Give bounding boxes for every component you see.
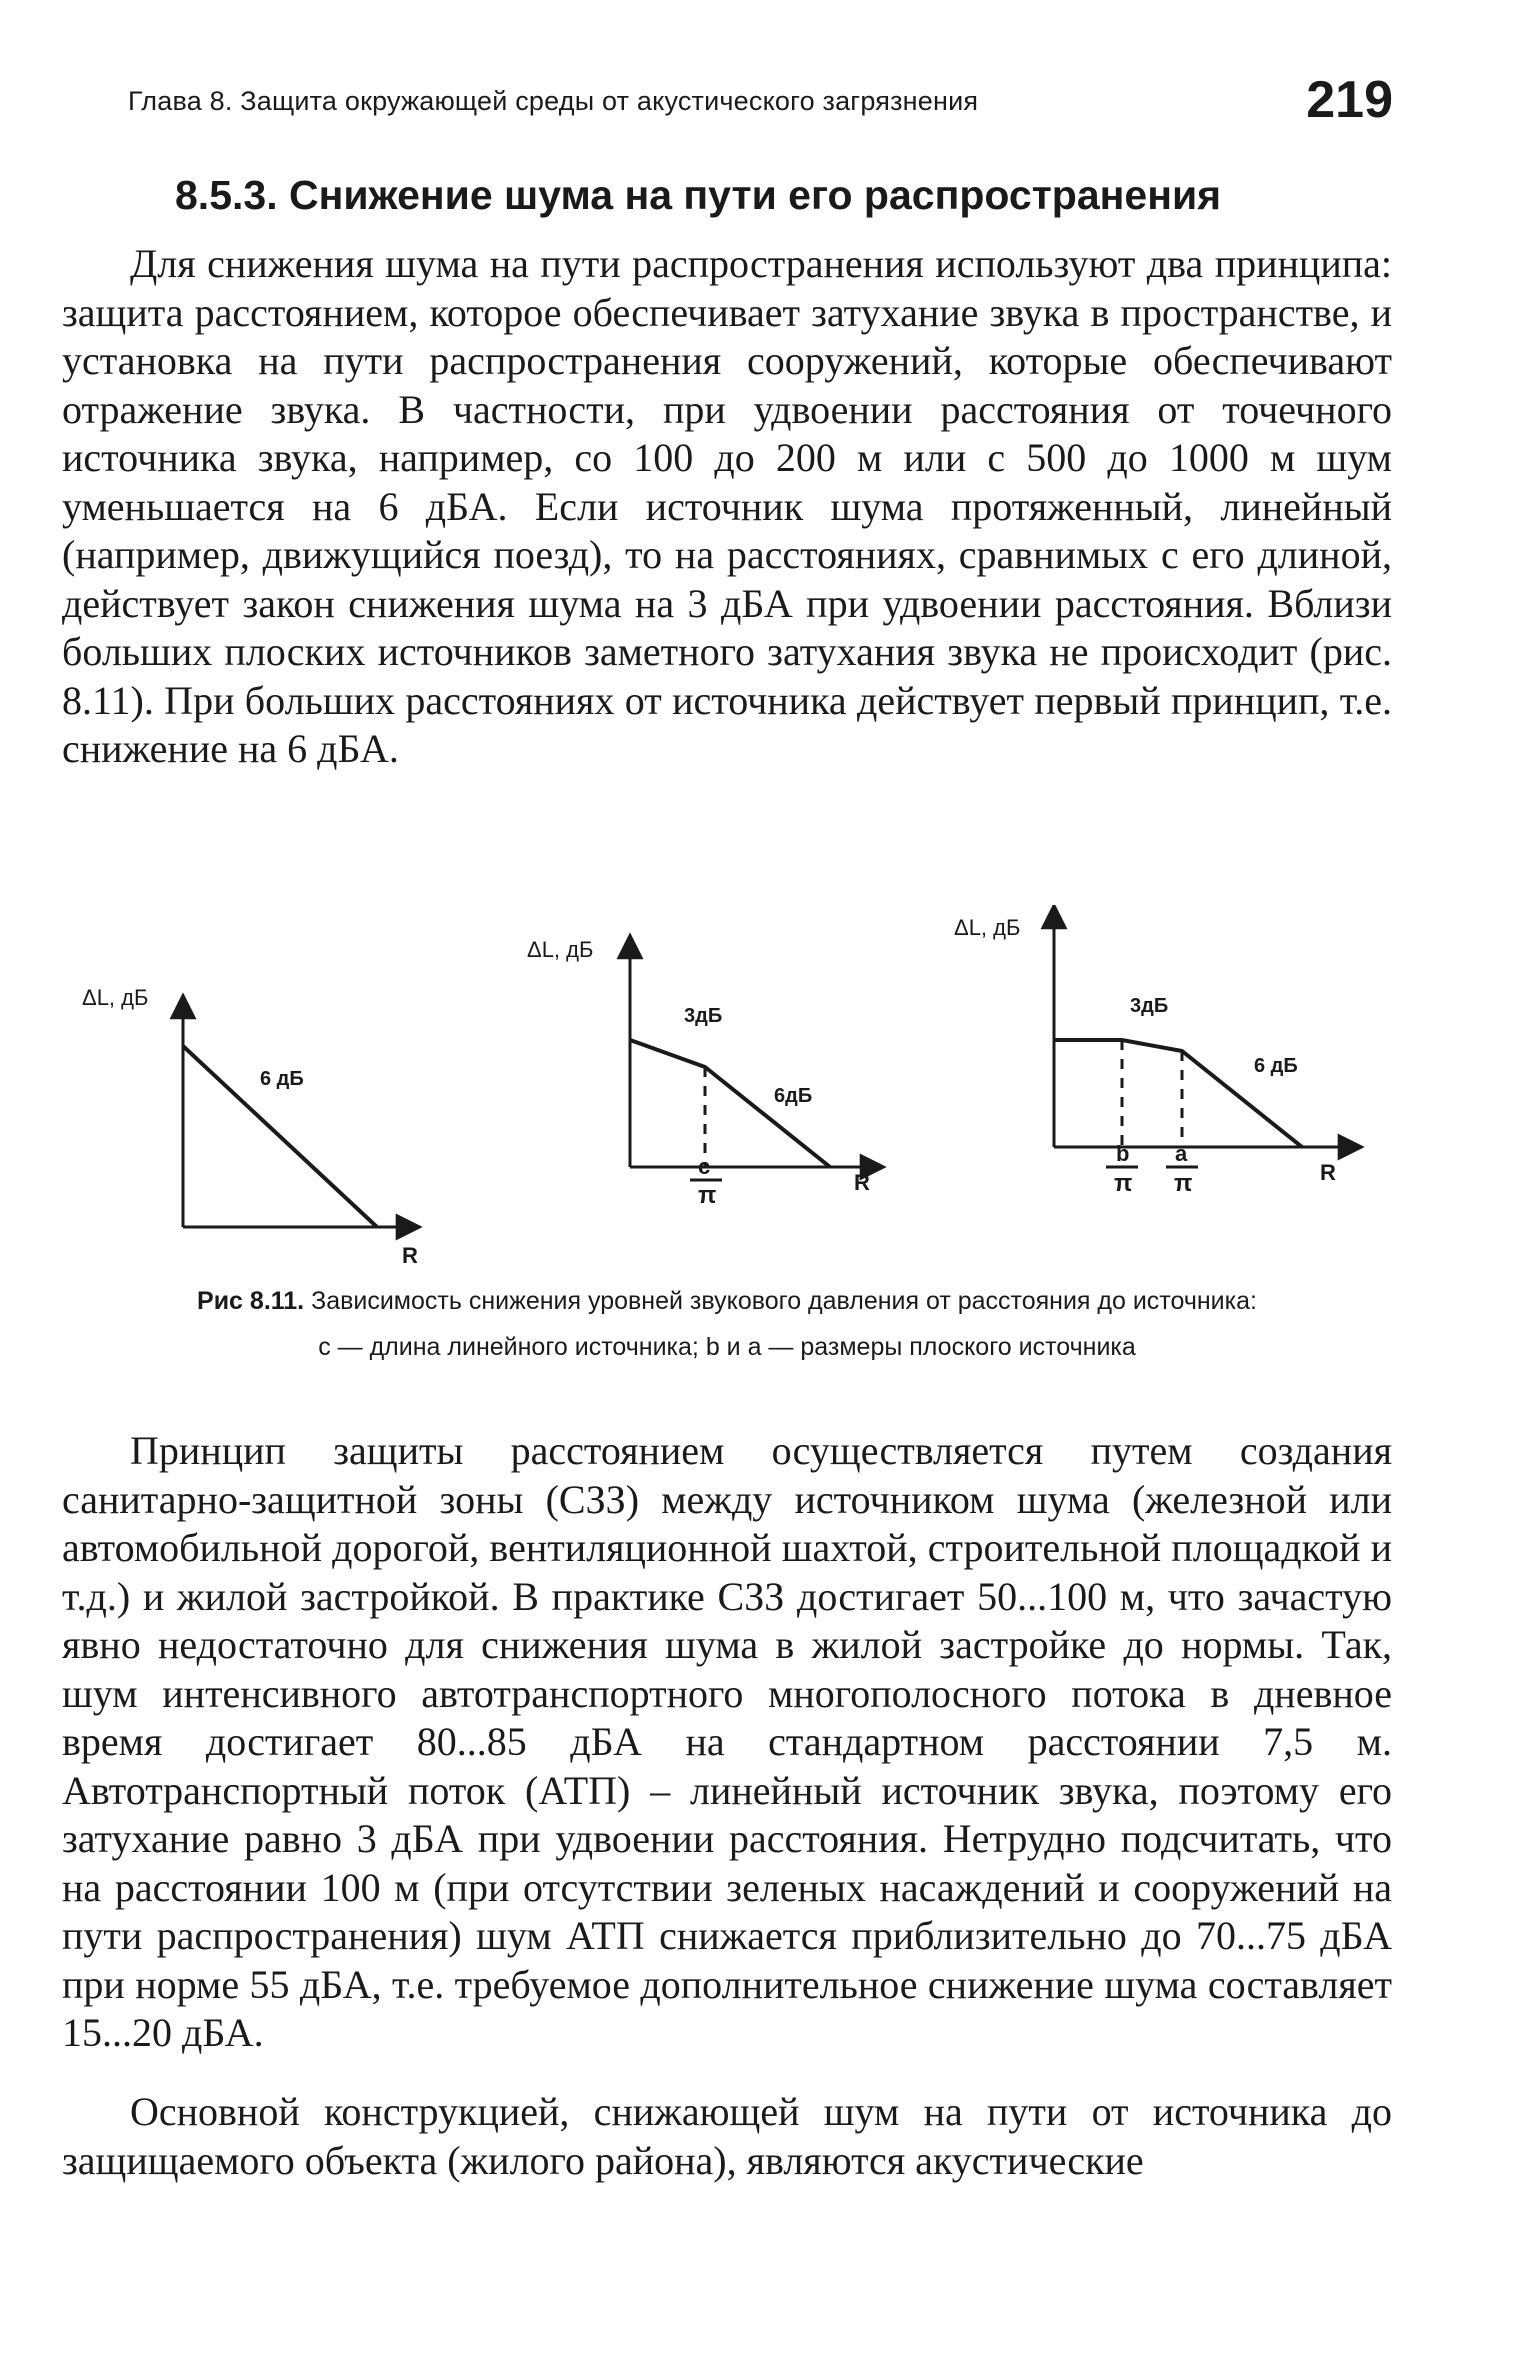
panel-3-x-label: R (1320, 1160, 1336, 1185)
panel-2-graph (527, 935, 884, 1209)
running-title: Глава 8. Защита окружающей среды от акустического загрязнения (128, 86, 979, 116)
panel-3-y-label: ΔL, дБ (954, 915, 1021, 940)
panel-3-break-1-num: b (1116, 1141, 1130, 1166)
panel-3-slope-2-label: 6 дБ (1254, 1055, 1298, 1077)
figure-caption-legend: c — длина линейного источника; b и a — размеры плоского источника (318, 1333, 1136, 1361)
paragraph-1-text: Для снижения шума на пути распространения используют два принципа: защита расстоянием, которое обеспечивает затухание звука в пространстве, и установка на пути распространения сооружений, которые обеспечивают отражение звука. В частности, при удвоении расстояния от точечного источника звука, например, со 100 до 200 м или с 500 до 1000 м шум уменьшается на 6 дБА. Если источник шума протяженный, линейный (например, движущийся поезд), то на расстояниях, сравнимых с его длиной, действует закон снижения шума на 3 дБА при удвоении расстояния. Вблизи больших плоских источников заметного затухания звука не происходит (рис. 8.11). При больших расстояниях от источника действует первый принцип, т.е. снижение на 6 дБА. (62, 241, 1392, 771)
figure-caption-title: Зависимость снижения уровней звукового давления от расстояния до источника: (311, 1287, 1257, 1315)
panel-3-break-2-num: a (1175, 1141, 1188, 1166)
panel-2-break-mark-den: π (698, 1182, 717, 1209)
panel-3-slope-1-label: 3дБ (1130, 995, 1169, 1017)
panel-1-slope-label: 6 дБ (260, 1068, 304, 1090)
page-number: 219 (1306, 71, 1393, 129)
panel-3-graph (954, 905, 1362, 1197)
panel-3-break-1-den: π (1114, 1170, 1133, 1197)
panel-2-break-mark-num: c (698, 1154, 711, 1179)
running-head (128, 71, 1393, 136)
paragraph-1 (62, 240, 1392, 774)
figure-8-11-drawing (62, 905, 1392, 1290)
figure-8-11 (62, 905, 1392, 1290)
figure-caption-number: Рис 8.11. (197, 1287, 305, 1315)
panel-1-y-label: ΔL, дБ (82, 985, 149, 1010)
panel-1-x-label: R (402, 1243, 418, 1268)
paragraph-2 (62, 1427, 1392, 2058)
section-heading: 8.5.3. Снижение шума на пути его распространения (175, 172, 1222, 218)
paragraph-3-text: Основной конструкцией, снижающей шум на пути от источника до защищаемого объекта (жилого района), являются акустические (62, 2089, 1392, 2183)
panel-3-break-2-den: π (1174, 1170, 1193, 1197)
figure-caption (62, 1287, 1392, 1316)
panel-2-y-label: ΔL, дБ (527, 937, 594, 962)
paragraph-3 (62, 2088, 1392, 2185)
panel-2-slope-1-label: 3дБ (684, 1005, 723, 1027)
panel-2-x-label: R (854, 1170, 870, 1195)
paragraph-2-text: Принцип защиты расстоянием осуществляется путем создания санитарно-защитной зоны (СЗЗ) между источником шума (железной или автомобильной дорогой, вентиляционной шахтой, строительной площадкой и т.д.) и жилой застройкой. В практике СЗЗ достигает 50...100 м, что зачастую явно недостаточно для снижения шума в жилой застройке до нормы. Так, шум интенсивного автотранспортного многополосного потока в дневное время достигает 80...85 дБА на стандартном расстоянии 7,5 м. Автотранспортный поток (АТП) – линейный источник звука, поэтому его затухание равно 3 дБА при удвоении расстояния. Нетрудно подсчитать, что на расстоянии 100 м (при отсутствии зеленых насаждений и сооружений на пути распространения) шум АТП снижается приблизительно до 70...75 дБА при норме 55 дБА, т.е. требуемое дополнительное снижение шума составляет 15...20 дБА. (62, 1428, 1392, 2055)
panel-1-graph (82, 985, 420, 1268)
panel-2-slope-2-label: 6дБ (774, 1085, 813, 1107)
